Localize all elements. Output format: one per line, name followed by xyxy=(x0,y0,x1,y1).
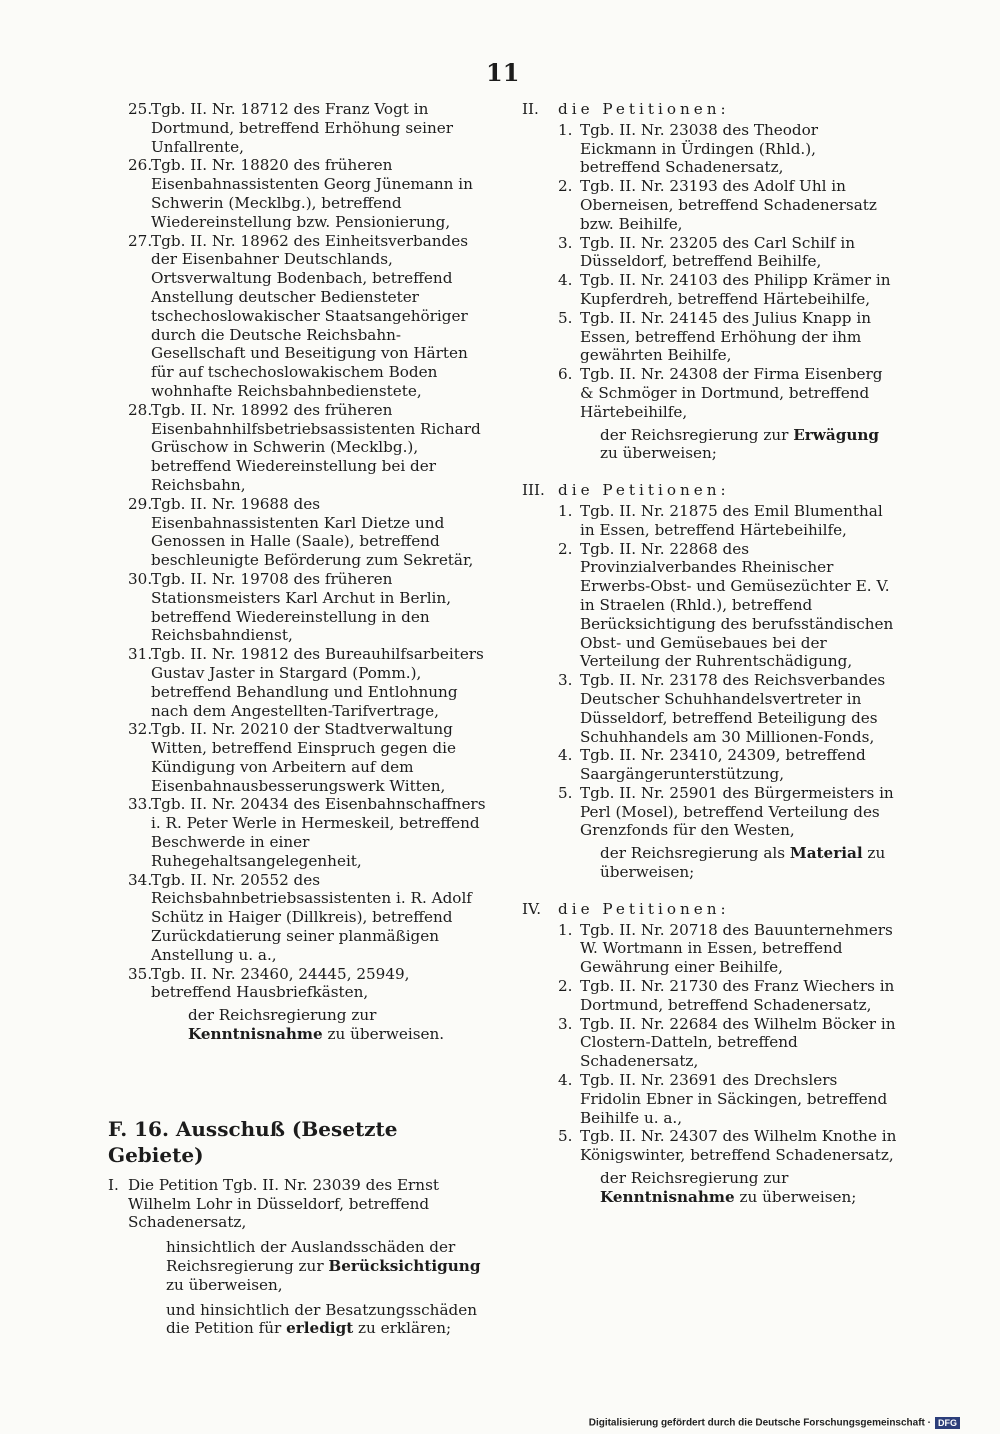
roman-numeral: IV. xyxy=(522,899,542,918)
list-item xyxy=(108,965,488,1003)
list-item xyxy=(522,1071,897,1127)
item-text: Tgb. II. Nr. 24103 des Philipp Krämer in Kupferdreh, betreffend Härtebeihilfe, xyxy=(580,271,891,308)
item-number: 33 . xyxy=(128,795,149,814)
item-number: 1 . xyxy=(558,502,573,521)
right-column xyxy=(522,100,897,1225)
item-number: 27 . xyxy=(128,232,149,251)
item-text: Tgb. II. Nr. 20718 des Bauunternehmers W. Wortmann in Essen, betreffend Gewährung einer Beihilfe, xyxy=(580,920,893,977)
item-number: 4 . xyxy=(558,271,573,290)
item-number: 29 . xyxy=(128,495,149,514)
closing-text-end: zu überweisen; xyxy=(600,844,886,882)
roman-numeral: II. xyxy=(522,100,539,118)
section-i-text: Die Petition Tgb. II. Nr. 23039 des Ernst Wilhelm Lohr in Düsseldorf, betreffend Schadenersatz, xyxy=(128,1175,439,1232)
item-text: Tgb. II. Nr. 18992 des früheren Eisenbahnhilfsbetriebsassistenten Richard Grüschow in Schwerin (Mecklbg.), betreffend Wiedereinstellung bei der Reichsbahn, xyxy=(151,400,481,494)
item-number: 1 . xyxy=(558,921,573,940)
list-item xyxy=(108,100,488,156)
section-heading xyxy=(522,900,897,919)
section-heading xyxy=(522,481,897,500)
closing-clause xyxy=(600,844,897,882)
item-text: Tgb. II. Nr. 21730 des Franz Wiechers in Dortmund, betreffend Schadenersatz, xyxy=(580,977,895,1014)
petition-list xyxy=(522,502,897,840)
item-number: 3 . xyxy=(558,671,573,690)
item-number: 2 . xyxy=(558,977,573,996)
section-ii xyxy=(522,100,897,463)
closing-text: der Reichsregierung als xyxy=(600,844,790,863)
clause-text: und hinsichtlich der Besatzungsschäden die Petition für xyxy=(166,1300,478,1338)
section-heading-text: die Petitionen: xyxy=(558,899,730,918)
item-number: 35 . xyxy=(128,965,149,984)
item-number: 5 . xyxy=(558,784,573,803)
item-number: 3 . xyxy=(558,234,573,253)
list-item xyxy=(522,365,897,421)
list-item xyxy=(522,784,897,840)
item-text: Tgb. II. Nr. 20552 des Reichsbahnbetriebsassistenten i. R. Adolf Schütz in Haiger (Dillkreis), betreffend Zurückdatierung seiner planmäßigen Anstellung u. a., xyxy=(151,870,472,964)
section-heading-text: die Petitionen: xyxy=(558,100,730,118)
item-number: 4 . xyxy=(558,1071,573,1090)
item-number: 6 . xyxy=(558,365,573,384)
clause-text-end: zu erklären; xyxy=(353,1319,452,1338)
clause-keyword: erledigt xyxy=(286,1319,354,1338)
item-number: 34 . xyxy=(128,871,149,890)
section-iv xyxy=(522,900,897,1207)
list-item xyxy=(522,309,897,365)
list-item xyxy=(522,177,897,233)
list-item xyxy=(522,271,897,309)
list-item xyxy=(522,540,897,672)
committee-heading: F. 16. Ausschuß (Besetzte Gebiete) xyxy=(108,1116,398,1167)
closing-clause xyxy=(188,1006,488,1044)
item-text: Tgb. II. Nr. 21875 des Emil Blumenthal in Essen, betreffend Härtebeihilfe, xyxy=(580,501,883,539)
list-item xyxy=(108,645,488,720)
list-item xyxy=(522,1015,897,1071)
section-i xyxy=(108,1176,488,1232)
item-text: Tgb. II. Nr. 23691 des Drechslers Fridolin Ebner in Säckingen, betreffend Beihilfe u. a., xyxy=(580,1071,888,1127)
item-number: 26 . xyxy=(128,156,149,175)
list-item xyxy=(522,746,897,784)
sub-clause-1 xyxy=(166,1238,488,1294)
roman-numeral: III. xyxy=(522,481,545,500)
closing-text: der Reichsregierung zur xyxy=(600,425,794,444)
item-number: 2 . xyxy=(558,177,573,196)
clause-text: hinsichtlich der Auslandsschäden der Reichsregierung zur xyxy=(166,1238,456,1276)
list-item xyxy=(522,502,897,540)
closing-clause xyxy=(600,426,897,464)
list-item xyxy=(108,720,488,795)
item-text: Tgb. II. Nr. 23178 des Reichsverbandes Deutscher Schuhhandelsvertreter in Düsseldorf, betreffend Beteiligung des Schuhhandels am 30 Millionen-Fonds, xyxy=(580,671,886,746)
list-item xyxy=(522,121,897,177)
item-text: Tgb. II. Nr. 22684 des Wilhelm Böcker in Clostern-Datteln, betreffend Schadenersatz, xyxy=(580,1014,896,1071)
petition-list-left xyxy=(108,100,488,1002)
item-text: Tgb. II. Nr. 20210 der Stadtverwaltung Witten, betreffend Einspruch gegen die Kündigung von Arbeitern auf dem Eisenbahnausbesserungswerk Witten, xyxy=(151,720,456,795)
section-heading-text: die Petitionen: xyxy=(558,481,730,500)
petition-list xyxy=(522,921,897,1165)
item-text: Tgb. II. Nr. 23460, 24445, 25949, betreffend Hausbriefkästen, xyxy=(151,964,410,1002)
closing-keyword: Kenntnisnahme xyxy=(600,1187,735,1206)
list-item xyxy=(522,1127,897,1165)
item-number: 2 . xyxy=(558,540,573,559)
closing-keyword: Erwägung xyxy=(793,425,880,444)
item-number: 1 . xyxy=(558,121,573,140)
list-item xyxy=(108,570,488,645)
list-item xyxy=(522,921,897,977)
dfg-logo-icon: DFG xyxy=(935,1417,960,1429)
list-item xyxy=(522,671,897,746)
closing-text-end: zu überweisen; xyxy=(600,444,717,463)
roman-numeral: I. xyxy=(108,1175,119,1194)
list-item xyxy=(522,977,897,1015)
item-text: Tgb. II. Nr. 18962 des Einheitsverbandes der Eisenbahner Deutschlands, Ortsverwaltung Bodenbach, betreffend Anstellung deutscher Bediensteter tschechoslowakischer Staatsangehöriger durch die Deutsche Reichsbahn-Gesellschaft und Beseitigung von Härten für auf tschechoslowakischem Boden wohnhafte Reichsbahnbedienstete, xyxy=(151,231,469,400)
item-number: 4 . xyxy=(558,746,573,765)
item-number: 3 . xyxy=(558,1015,573,1034)
page-number: 11 xyxy=(486,58,520,87)
item-text: Tgb. II. Nr. 23193 des Adolf Uhl in Oberneisen, betreffend Schadenersatz bzw. Beihilfe, xyxy=(580,177,877,233)
petition-list xyxy=(522,121,897,422)
item-text: Tgb. II. Nr. 24145 des Julius Knapp in Essen, betreffend Erhöhung der ihm gewährten Beihilfe, xyxy=(580,308,871,365)
item-text: Tgb. II. Nr. 19812 des Bureauhilfsarbeiters Gustav Jaster in Stargard (Pomm.), betreffend Behandlung und Entlohnung nach dem Angestellten-Tarifvertrage, xyxy=(151,645,484,720)
item-text: Tgb. II. Nr. 23038 des Theodor Eickmann in Ürdingen (Rhld.), betreffend Schadenersatz, xyxy=(580,120,819,177)
closing-keyword: Material xyxy=(789,844,863,863)
closing-text: der Reichsregierung zur xyxy=(600,1169,789,1188)
item-number: 31 . xyxy=(128,645,149,664)
closing-text-end: zu überweisen; xyxy=(734,1187,857,1206)
left-column xyxy=(108,100,488,1338)
item-text: Tgb. II. Nr. 20434 des Eisenbahnschaffners i. R. Peter Werle in Hermeskeil, betreffend Beschwerde in einer Ruhegehaltsangelegenheit, xyxy=(151,795,486,870)
list-item xyxy=(108,401,488,495)
item-number: 5 . xyxy=(558,309,573,328)
digitization-footer xyxy=(589,1417,960,1429)
section-heading xyxy=(522,100,897,119)
item-text: Tgb. II. Nr. 23205 des Carl Schilf in Düsseldorf, betreffend Beihilfe, xyxy=(580,233,856,271)
list-item xyxy=(108,871,488,965)
list-item xyxy=(108,232,488,401)
clause-keyword: Berücksichtigung xyxy=(328,1257,481,1276)
list-item xyxy=(108,795,488,870)
clause-text-end: zu überweisen, xyxy=(166,1275,283,1294)
item-text: Tgb. II. Nr. 22868 des Provinzialverbandes Rheinischer Erwerbs-Obst- und Gemüsezüchter E. V. in Straelen (Rhld.), betreffend Berücksichtigung des berufsständischen Obst- und Gemüsebaues bei der Verteilung der Ruhrentschädigung, xyxy=(580,539,894,671)
item-number: 25 . xyxy=(128,100,149,119)
section-iii xyxy=(522,481,897,882)
footer-text: Digitalisierung gefördert durch die Deutsche Forschungsgemeinschaft · xyxy=(588,1417,931,1429)
item-text: Tgb. II. Nr. 18712 des Franz Vogt in Dortmund, betreffend Erhöhung seiner Unfallrente, xyxy=(151,100,454,156)
item-number: 30 . xyxy=(128,570,149,589)
item-text: Tgb. II. Nr. 19688 des Eisenbahnassistenten Karl Dietze und Genossen in Halle (Saale), betreffend beschleunigte Beförderung zum Sekretär, xyxy=(151,494,474,570)
item-text: Tgb. II. Nr. 19708 des früheren Stationsmeisters Karl Archut in Berlin, betreffend Wiedereinstellung in den Reichsbahndienst, xyxy=(151,569,452,645)
item-text: Tgb. II. Nr. 18820 des früheren Eisenbahnassistenten Georg Jünemann in Schwerin (Mecklbg.), betreffend Wiedereinstellung bzw. Pensionierung, xyxy=(151,156,473,231)
list-item xyxy=(108,495,488,570)
item-number: 28 . xyxy=(128,401,149,420)
list-item xyxy=(108,156,488,231)
item-text: Tgb. II. Nr. 25901 des Bürgermeisters in Perl (Mosel), betreffend Verteilung des Grenzfonds für den Westen, xyxy=(580,783,894,840)
closing-clause xyxy=(600,1169,897,1207)
closing-text: der Reichsregierung zur xyxy=(188,1006,377,1025)
item-number: 5 . xyxy=(558,1127,573,1146)
sub-clause-2 xyxy=(166,1301,488,1339)
list-item xyxy=(522,234,897,272)
item-text: Tgb. II. Nr. 23410, 24309, betreffend Saargängerunterstützung, xyxy=(580,746,866,784)
item-text: Tgb. II. Nr. 24307 des Wilhelm Knothe in Königswinter, betreffend Schadenersatz, xyxy=(580,1127,897,1165)
item-text: Tgb. II. Nr. 24308 der Firma Eisenberg & Schmöger in Dortmund, betreffend Härtebeihilfe, xyxy=(580,365,883,421)
item-number: 32 . xyxy=(128,720,149,739)
closing-keyword: Kenntnisnahme xyxy=(188,1025,323,1044)
closing-text-end: zu überweisen. xyxy=(322,1025,445,1044)
